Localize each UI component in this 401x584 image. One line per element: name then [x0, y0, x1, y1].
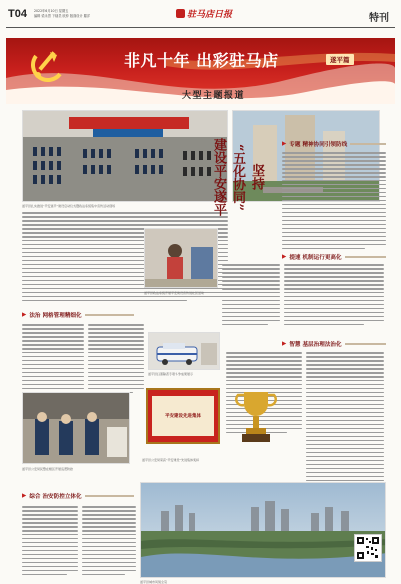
certificate-text: 平安建设先进集体 [165, 414, 201, 419]
paper-logo-icon [176, 9, 185, 18]
banner-tag: 遂平篇 [326, 54, 354, 65]
arrow-icon: ▶ [282, 341, 287, 347]
section-5-text-a [22, 506, 78, 578]
editor-line: 编辑 梁永思 下辖员 欧仲 版面设计 滕洋 [34, 14, 91, 18]
photo-community-art [145, 229, 218, 288]
page-number: T04 [8, 8, 27, 20]
photo-ceremony-art [23, 111, 228, 202]
caption-ceremony: 遂平县扎实推进“平安遂平”建设启动仪式暨政法系统集中宣传活动现场 [22, 204, 116, 208]
caption-police-officers: 遂平县公安局民警在辖区开展巡逻防控 [22, 467, 74, 471]
caption-panorama: 遂平县城市风貌全景 [140, 580, 168, 584]
caption-police-car: 遂平县扫黑除恶专项斗争成果展示 [148, 372, 194, 376]
headline-quoted: “五化协同” [230, 143, 245, 211]
section-head-3: ▶ 智慧 基层治理法治化 [282, 340, 386, 348]
arrow-icon: ▶ [282, 254, 287, 260]
section-head-4: ▶ 法治 网格管理精细化 [22, 311, 134, 319]
section-2-text-a [222, 264, 280, 330]
headline-part1: 坚持 [249, 164, 264, 190]
certificate [146, 388, 220, 444]
paper-logo [176, 7, 232, 20]
headline [211, 138, 266, 216]
arrow-icon: ▶ [22, 493, 27, 499]
section-3-text-b [306, 352, 384, 502]
photo-police-officers-art [23, 393, 130, 464]
section-1-text [282, 152, 386, 250]
headline-part2: 建设平安遂平 [211, 138, 226, 216]
paper-name: 驻马店日报 [187, 10, 233, 20]
series-title: 大型主题报道 [182, 91, 246, 101]
section-head-2: ▶ 提速 机制运行更高化 [282, 253, 386, 261]
arrow-icon: ▶ [22, 312, 27, 318]
banner-title: 非凡十年 出彩驻马店 [124, 51, 279, 70]
photo-panorama [140, 482, 386, 578]
caption-community: 遂平县政法系统开展平安建设宣传进社区活动 [144, 291, 205, 295]
photo-ceremony [22, 110, 228, 202]
photo-police-officers [22, 392, 130, 464]
section-5-text-b [82, 506, 136, 578]
caption-trophy: 遂平县公安局荣获“平安建设”先进集体奖杯 [142, 458, 200, 462]
photo-police-car [148, 332, 220, 370]
photo-community [144, 228, 218, 288]
section-head-1: ▶ 专题 精神协同引领防线 [282, 140, 386, 148]
section-4-text-a [22, 324, 84, 398]
section-head-5: ▶ 综合 治安防控立体化 [22, 492, 134, 500]
qr-code-icon [354, 534, 382, 562]
arrow-icon: ▶ [282, 141, 287, 147]
masthead [6, 6, 395, 28]
photo-police-car-art [149, 333, 220, 370]
section-label: 特刊 [369, 13, 389, 24]
section-2-text-b [284, 264, 384, 330]
trophy-icon [230, 386, 282, 446]
photo-panorama-art [141, 483, 386, 578]
date-line: 2022年6月10日 星期五 [34, 9, 69, 13]
certificate-inner [152, 396, 214, 436]
party-emblem-icon [30, 46, 66, 82]
section-4-text-b [88, 324, 144, 398]
qr-code-art [357, 537, 379, 559]
banner [6, 38, 395, 104]
